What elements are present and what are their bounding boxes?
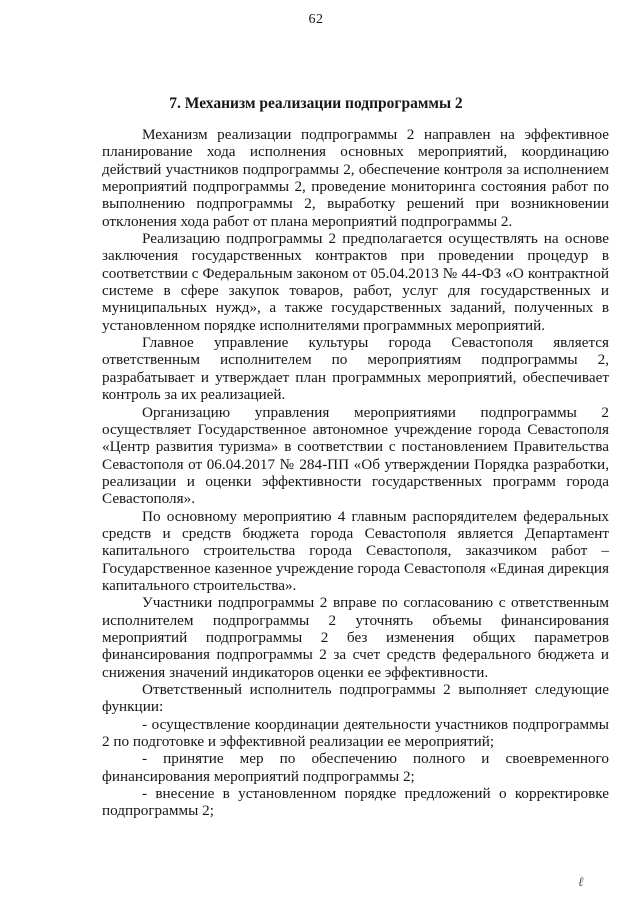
list-item-financing: - принятие мер по обеспечению полного и своевременного финансирования мероприятий подпрограммы 2; <box>102 750 609 785</box>
section-heading: 7. Механизм реализации подпрограммы 2 <box>169 95 463 112</box>
body-text <box>102 126 609 820</box>
page-number: 62 <box>308 12 324 27</box>
list-item-corrections: - внесение в установленном порядке предложений о корректировке подпрограммы 2; <box>102 785 609 820</box>
paragraph-responsible-executor: Главное управление культуры города Севастополя является ответственным исполнителем по мероприятиям подпрограммы 2, разрабатывает и утверждает план программных мероприятий, обеспечивает контроль за их реализацией. <box>102 334 609 404</box>
paragraph-management-organization: Организацию управления мероприятиями подпрограммы 2 осуществляет Государственное автономное учреждение города Севастополя «Центр развития туризма» в соответствии с постановлением Правительства Севастополя от 06.04.2017 № 284-ПП «Об утверждении Порядка разработки, реализации и оценки эффективности государственных программ города Севастополя». <box>102 403 609 508</box>
paragraph-contracts: Реализацию подпрограммы 2 предполагается осуществлять на основе заключения государственных контрактов при проведении процедур в соответствии с Федеральным законом от 05.04.2013 № 44-ФЗ «О контрактной системе в сфере закупок товаров, работ, услуг для государственных и муниципальных нужд», а также государственных заданий, полученных в установленном порядке исполнителями программных мероприятий. <box>102 230 609 334</box>
paragraph-functions-intro: Ответственный исполнитель подпрограммы 2 выполняет следующие функции: <box>102 681 609 716</box>
paragraph-mechanism-purpose: Механизм реализации подпрограммы 2 направлен на эффективное планирование хода исполнения основных мероприятий, координацию действий участников подпрограммы 2, обеспечение контроля за исполнением мероприятий подпрограммы 2, проведение мониторинга состояния работ по выполнению подпрограммы 2, выработку решений при возникновении отклонения хода работ от плана мероприятий подпрограммы 2. <box>102 126 609 230</box>
paragraph-participants: Участники подпрограммы 2 вправе по согласованию с ответственным исполнителем подпрограммы 2 уточнять объемы финансирования мероприятий подпрограммы 2 без изменения общих параметров финансирования подпрограммы 2 за счет средств федерального бюджета и снижения значений индикаторов оценки ее эффективности. <box>102 594 609 681</box>
list-item-coordination: - осуществление координации деятельности участников подпрограммы 2 по подготовке и эффективной реализации ее мероприятий; <box>102 715 609 751</box>
paragraph-main-activity-4: По основному мероприятию 4 главным распорядителем федеральных средств и средств бюджета города Севастополя является Департамент капитального строительства города Севастополя, заказчиком работ – Государственное казенное учреждение города Севастополя «Единая дирекция капитального строительства». <box>102 507 609 594</box>
handwritten-margin-mark: ℓ <box>578 874 584 889</box>
